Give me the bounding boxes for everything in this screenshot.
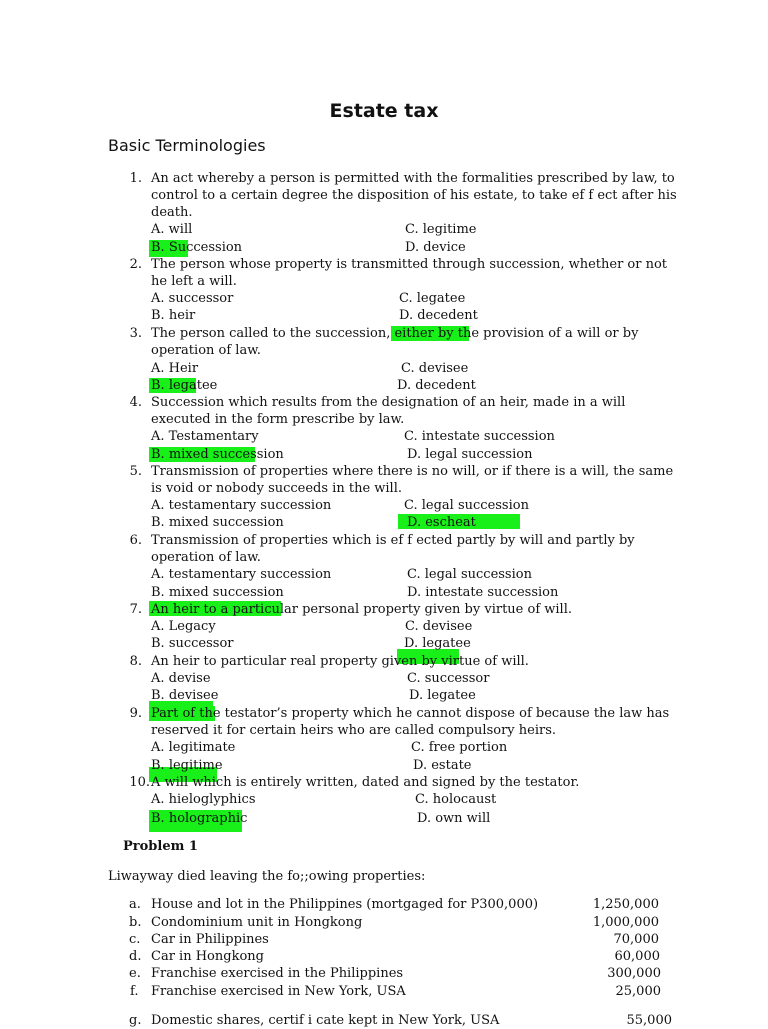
question-text: executed in the form prescribe by law. (151, 412, 405, 427)
choice-a: A. Testamentary (151, 429, 259, 444)
question-text: Transmission of properties where there is no will, or if there is a will, the same (151, 464, 674, 479)
problem-intro: Liwayway died leaving the fo;;owing properties: (108, 869, 426, 884)
choice-b: B. legitime (151, 758, 223, 773)
question-text: An heir to a particular personal property given by virtue of will. (151, 602, 573, 617)
choice-b: B. mixed succession (151, 585, 284, 600)
choice-b: B. legatee (151, 378, 218, 393)
choice-c: C. legatee (399, 291, 466, 306)
choice-b: B. devisee (151, 688, 219, 703)
choice-b: B. heir (151, 308, 196, 323)
item-description: Franchise exercised in the Philippines (151, 966, 404, 981)
section-heading: Basic Terminologies (108, 136, 266, 155)
choice-d: D. intestate succession (407, 585, 559, 600)
problem-heading: Problem 1 (123, 839, 198, 854)
choice-c: C. successor (407, 671, 490, 686)
choice-c: C. free portion (411, 740, 508, 755)
question-number: 2. (129, 257, 142, 272)
choice-d: D. decedent (399, 308, 478, 323)
item-letter: b. (129, 915, 142, 930)
question-text: operation of law. (151, 550, 261, 565)
choice-d: D. estate (413, 758, 472, 773)
choice-b: B. mixed succession (151, 515, 284, 530)
item-letter: a. (129, 897, 141, 912)
question-text: Part of the testator’s property which he cannot dispose of because the law has (151, 706, 670, 721)
page-title: Estate tax (329, 100, 439, 122)
item-amount: 70,000 (613, 932, 659, 947)
item-amount: 1,000,000 (592, 915, 659, 930)
choice-b: B. holographic (151, 811, 248, 826)
choice-d: D. legatee (404, 636, 471, 651)
choice-c: C. holocaust (415, 792, 497, 807)
choice-c: C. legal succession (407, 567, 532, 582)
choice-d: D. device (405, 240, 466, 255)
question-number: 9. (129, 706, 142, 721)
item-letter: c. (129, 932, 141, 947)
choice-a: A. successor (151, 291, 234, 306)
choice-a: A. testamentary succession (151, 567, 332, 582)
choice-a: A. Heir (151, 361, 199, 376)
item-amount: 300,000 (607, 966, 661, 981)
question-text: death. (151, 205, 193, 220)
choice-a: A. legitimate (151, 740, 236, 755)
item-description: Car in Hongkong (151, 949, 264, 964)
question-number: 8. (129, 654, 142, 669)
question-text: An act whereby a person is permitted with the formalities prescribed by law, to (151, 171, 675, 186)
choice-c: C. devisee (401, 361, 469, 376)
question-text: Succession which results from the designation of an heir, made in a will (151, 395, 626, 410)
item-description: Car in Philippines (151, 932, 269, 947)
item-description: Condominium unit in Hongkong (151, 915, 363, 930)
question-text: A will which is entirely written, dated and signed by the testator. (151, 775, 580, 790)
question-number: 3. (129, 326, 142, 341)
choice-b: B. Succession (151, 240, 243, 255)
choice-c: C. devisee (405, 619, 473, 634)
item-amount: 55,000 (626, 1013, 672, 1028)
item-letter: f. (130, 984, 139, 999)
choice-d: D. decedent (397, 378, 476, 393)
choice-a: A. testamentary succession (151, 498, 332, 513)
choice-c: C. legitime (405, 222, 477, 237)
question-number: 5. (129, 464, 142, 479)
item-amount: 1,250,000 (592, 897, 659, 912)
item-letter: d. (129, 949, 142, 964)
item-description: Franchise exercised in New York, USA (151, 984, 406, 999)
question-text: The person whose property is transmitted through succession, whether or not (151, 257, 668, 272)
choice-a: A. devise (151, 671, 211, 686)
choice-d: D. legal succession (407, 447, 533, 462)
question-text: control to a certain degree the disposition of his estate, to take ef f ect after his (151, 188, 677, 203)
question-number: 6. (129, 533, 142, 548)
choice-a: A. hieloglyphics (151, 792, 256, 807)
question-text: he left a will. (151, 274, 237, 289)
choice-b: B. successor (151, 636, 234, 651)
choice-b: B. mixed succession (151, 447, 284, 462)
question-text: is void or nobody succeeds in the will. (151, 481, 402, 496)
question-text: operation of law. (151, 343, 261, 358)
item-description: House and lot in the Philippines (mortgaged for P300,000) (151, 897, 539, 912)
item-description: Domestic shares, certif i cate kept in New York, USA (151, 1013, 500, 1028)
question-text: An heir to particular real property given by virtue of will. (151, 654, 529, 669)
item-letter: e. (129, 966, 141, 981)
choice-d: D. own will (417, 811, 491, 826)
question-text: The person called to the succession, either by the provision of a will or by (151, 326, 639, 341)
question-number: 4. (129, 395, 142, 410)
item-letter: g. (129, 1013, 142, 1028)
question-text: Transmission of properties which is ef f ected partly by will and partly by (151, 533, 635, 548)
question-number: 7. (129, 602, 142, 617)
choice-a: A. Legacy (151, 619, 216, 634)
question-number: 1. (129, 171, 142, 186)
choice-c: C. legal succession (404, 498, 529, 513)
item-amount: 60,000 (614, 949, 660, 964)
choice-d: D. legatee (409, 688, 476, 703)
choice-c: C. intestate succession (404, 429, 555, 444)
question-number: 10. (129, 775, 150, 790)
question-text: reserved it for certain heirs who are called compulsory heirs. (151, 723, 557, 738)
item-amount: 25,000 (615, 984, 661, 999)
choice-a: A. will (151, 222, 193, 237)
choice-d: D. escheat (407, 515, 476, 530)
